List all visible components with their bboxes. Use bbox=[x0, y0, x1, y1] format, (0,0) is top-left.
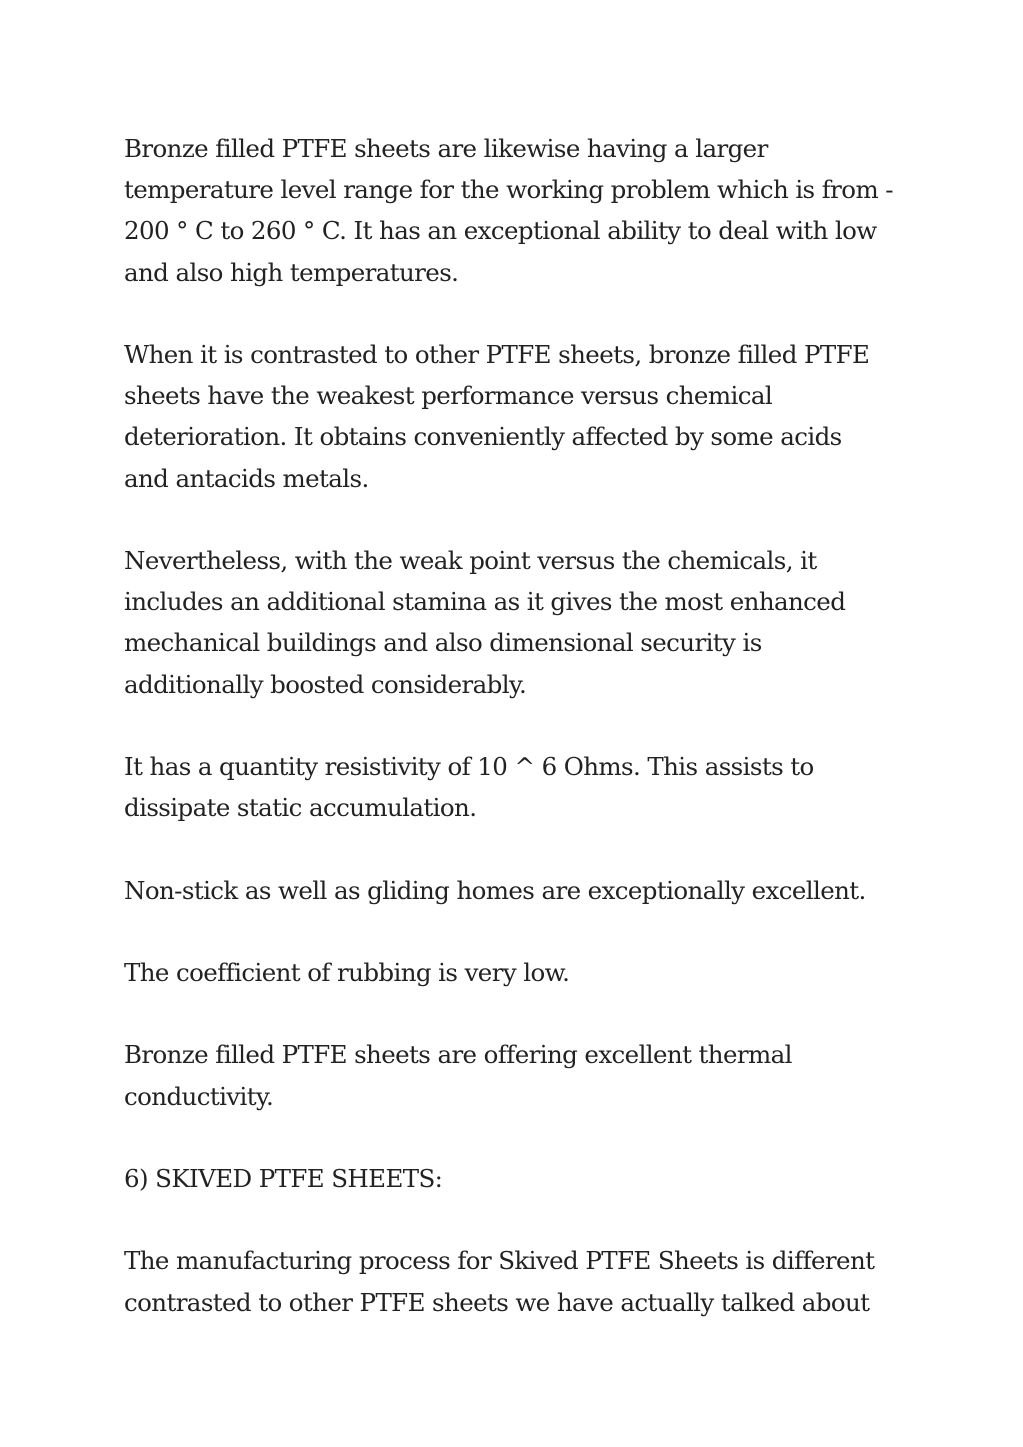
section-heading-skived-ptfe: 6) SKIVED PTFE SHEETS: bbox=[124, 1163, 443, 1193]
paragraph-thermal-conductivity: Bronze filled PTFE sheets are offering excellent thermal conductivity. bbox=[124, 1040, 792, 1111]
paragraph-non-stick: Non-stick as well as gliding homes are exceptionally excellent. bbox=[124, 875, 866, 905]
paragraph-temperature-range: Bronze filled PTFE sheets are likewise having a larger temperature level range for the working problem which is from - 200 ° C to 260 ° C. It has an exceptional ability to deal with low and also high temperatures. bbox=[124, 134, 893, 287]
paragraph-chemical-resistance: When it is contrasted to other PTFE sheets, bronze filled PTFE sheets have the weakest performance versus chemical deterioration. It obtains conveniently affected by some acids and antacids metals. bbox=[124, 340, 870, 493]
document-body bbox=[124, 128, 914, 1364]
paragraph-skived-process: The manufacturing process for Skived PTFE Sheets is different contrasted to other PTFE sheets we have actually talked about bbox=[124, 1246, 875, 1317]
paragraph-friction: The coefficient of rubbing is very low. bbox=[124, 957, 570, 987]
paragraph-mechanical-properties: Nevertheless, with the weak point versus the chemicals, it includes an additional stamina as it gives the most enhanced mechanical buildings and also dimensional security is additionally boosted considerably. bbox=[124, 546, 846, 699]
paragraph-volume-resistivity: It has a quantity resistivity of 10 ^ 6 Ohms. This assists to dissipate static accumulation. bbox=[124, 752, 814, 823]
